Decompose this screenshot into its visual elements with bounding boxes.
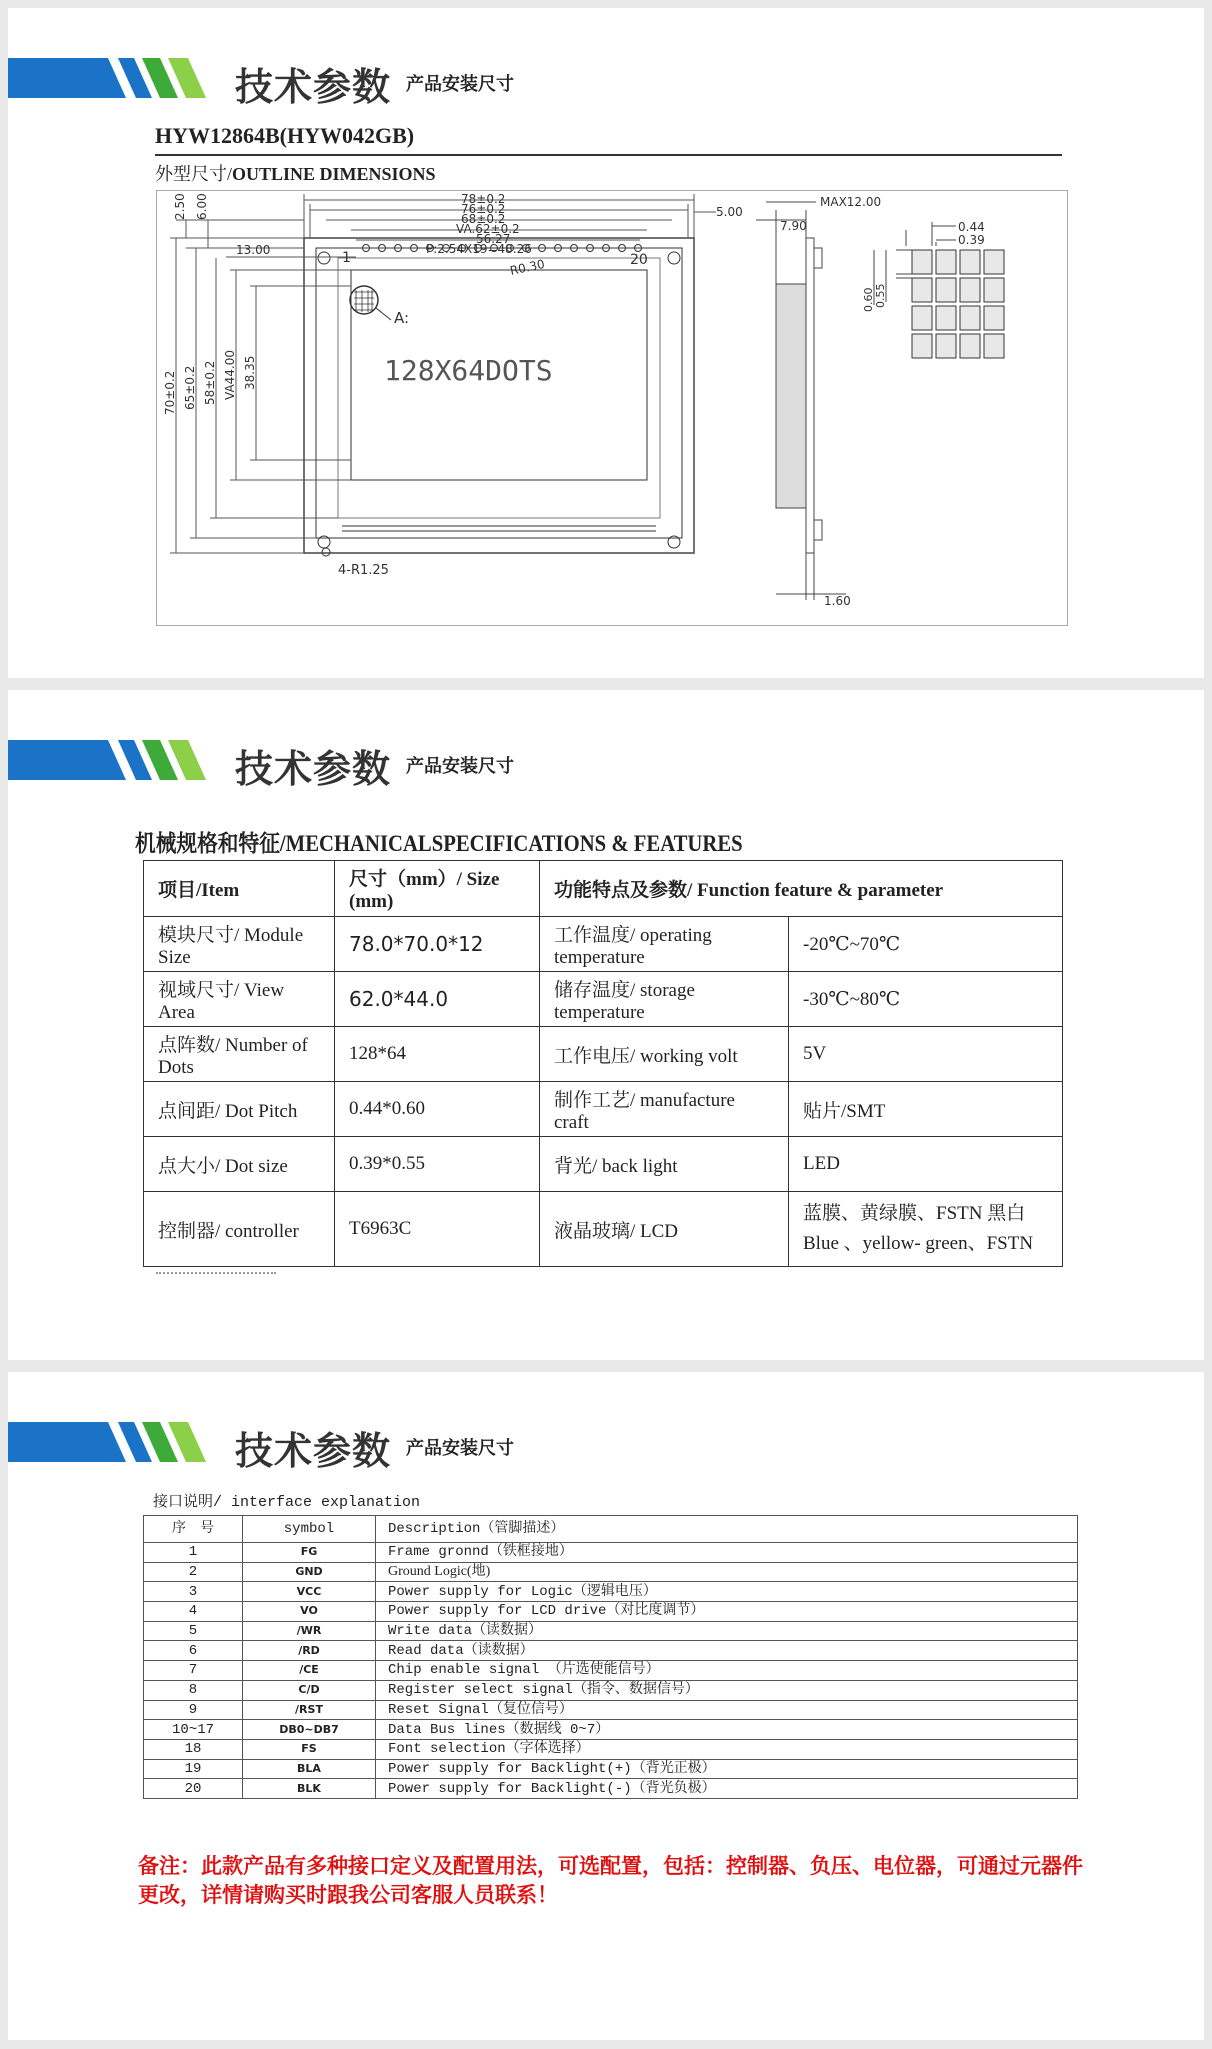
cell: 19 xyxy=(144,1759,243,1779)
interface-panel xyxy=(8,1372,1204,2040)
dim-250: 2.50 xyxy=(173,193,187,220)
cell: 模块尺寸/ Module Size xyxy=(144,917,335,972)
cell: 点大小/ Dot size xyxy=(144,1137,335,1192)
interface-table xyxy=(143,1515,1078,1799)
cell xyxy=(789,1192,1063,1267)
table-row xyxy=(144,1602,1078,1622)
cell: 4 xyxy=(144,1602,243,1622)
section-title: 技术参数 xyxy=(235,65,392,109)
pin-1-label: 1 xyxy=(342,250,351,266)
dim-055: 0.55 xyxy=(874,283,887,308)
cell: /WR xyxy=(243,1621,376,1641)
table-row xyxy=(144,1680,1078,1700)
table-row xyxy=(144,1082,1063,1137)
section-header xyxy=(8,730,1204,790)
frame-inner xyxy=(316,248,682,538)
table-row xyxy=(144,1759,1078,1779)
section-subtitle: 产品安装尺寸 xyxy=(406,1438,514,1459)
cell: /CE xyxy=(243,1661,376,1681)
cell: 0.44*0.60 xyxy=(335,1082,540,1137)
dim-78: 78±0.2 xyxy=(461,192,506,206)
cell: Power supply for Backlight(+)（背光正极） xyxy=(376,1759,1078,1779)
table-row xyxy=(144,917,1063,972)
cell: -20℃~70℃ xyxy=(789,917,1063,972)
section-subtitle: 产品安装尺寸 xyxy=(406,756,514,777)
module-outline xyxy=(304,238,694,553)
dim-600: 6.00 xyxy=(195,193,209,220)
divider xyxy=(156,1272,276,1280)
dots-label: 128X64DOTS xyxy=(384,354,553,387)
header-item: 项目/Item xyxy=(144,861,335,917)
cell: 128*64 xyxy=(335,1027,540,1082)
header-symbol: symbol xyxy=(243,1516,376,1543)
dim-65: 65±0.2 xyxy=(183,365,197,410)
dim-044: 0.44 xyxy=(958,220,985,234)
dim-va62: VA.62±0.2 xyxy=(456,222,520,236)
interface-caption: 接口说明/ interface explanation xyxy=(153,1494,421,1511)
dim-68: 68±0.2 xyxy=(461,212,506,226)
cell: Chip enable signal （片选使能信号） xyxy=(376,1661,1078,1681)
table-row xyxy=(144,1192,1063,1267)
table-header-row xyxy=(144,861,1063,917)
table-row xyxy=(144,1739,1078,1759)
cell: 工作温度/ operating temperature xyxy=(540,917,789,972)
cell: 5 xyxy=(144,1621,243,1641)
cell: 6 xyxy=(144,1641,243,1661)
dim-r030: R0.30 xyxy=(508,256,546,278)
dim-060: 0.60 xyxy=(862,287,875,312)
cell: -30℃~80℃ xyxy=(789,972,1063,1027)
table-row xyxy=(144,1543,1078,1563)
cell: Power supply for LCD drive（对比度调节） xyxy=(376,1602,1078,1622)
cell: Reset Signal（复位信号） xyxy=(376,1700,1078,1720)
table-row xyxy=(144,1779,1078,1799)
header-function: 功能特点及参数/ Function feature & parameter xyxy=(540,861,1063,917)
cell: 点间距/ Dot Pitch xyxy=(144,1082,335,1137)
cell: 5V xyxy=(789,1027,1063,1082)
dim-1300: 13.00 xyxy=(236,243,271,257)
lcd-type-en: Blue 、yellow- green、FSTN xyxy=(803,1233,1034,1254)
dim-039: 0.39 xyxy=(958,233,985,247)
cell: GND xyxy=(243,1562,376,1582)
dim-76: 76±0.2 xyxy=(461,202,506,216)
cell: 78.0*70.0*12 xyxy=(335,917,540,972)
cell: VO xyxy=(243,1602,376,1622)
cell: Data Bus lines（数据线 0~7） xyxy=(376,1720,1078,1740)
dim-3835: 38.35 xyxy=(243,355,257,390)
cell: DB0~DB7 xyxy=(243,1720,376,1740)
cell: 工作电压/ working volt xyxy=(540,1027,789,1082)
cell: FG xyxy=(243,1543,376,1563)
dim-pitch: P:2.54X19=48.26 xyxy=(426,242,532,256)
section-subtitle: 产品安装尺寸 xyxy=(406,74,514,95)
cell: 视域尺寸/ View Area xyxy=(144,972,335,1027)
cell: FS xyxy=(243,1739,376,1759)
cell: 点阵数/ Number of Dots xyxy=(144,1027,335,1082)
cell: /RD xyxy=(243,1641,376,1661)
cell: 7 xyxy=(144,1661,243,1681)
mechanical-panel xyxy=(8,690,1204,1360)
table-row xyxy=(144,1720,1078,1740)
dim-500: 5.00 xyxy=(716,205,743,219)
detail-a-label: A: xyxy=(394,309,410,327)
cell: 背光/ back light xyxy=(540,1137,789,1192)
table-row xyxy=(144,1621,1078,1641)
header-size: 尺寸（mm）/ Size (mm) xyxy=(335,861,540,917)
stripe-logo-icon xyxy=(8,1422,223,1462)
cell: Register select signal（指令、数据信号） xyxy=(376,1680,1078,1700)
cell: 20 xyxy=(144,1779,243,1799)
outline-caption-en: OUTLINE DIMENSIONS xyxy=(232,164,436,184)
configuration-note: 备注：此款产品有多种接口定义及配置用法，可选配置，包括：控制器、负压、电位器，可通过元器件更改，详情请购买时跟我公司客服人员联系！ xyxy=(138,1854,1083,1907)
divider xyxy=(155,154,1062,156)
cell: 62.0*44.0 xyxy=(335,972,540,1027)
table-row xyxy=(144,1562,1078,1582)
pin-20-label: 20 xyxy=(630,252,648,268)
cell: VCC xyxy=(243,1582,376,1602)
section-header xyxy=(8,48,1204,108)
section-title: 技术参数 xyxy=(235,1429,392,1473)
cell: 3 xyxy=(144,1582,243,1602)
cell: 9 xyxy=(144,1700,243,1720)
cell: /RST xyxy=(243,1700,376,1720)
header-description: Description（管脚描述） xyxy=(376,1516,1078,1543)
dim-5627: 56.27 xyxy=(476,232,511,246)
cell: 2 xyxy=(144,1562,243,1582)
table-row xyxy=(144,1661,1078,1681)
stripe-logo-icon xyxy=(8,740,223,780)
dim-hole: 4-R1.25 xyxy=(338,563,389,578)
table-row xyxy=(144,1137,1063,1192)
cell: Power supply for Backlight(-)（背光负极） xyxy=(376,1779,1078,1799)
table-row xyxy=(144,1582,1078,1602)
mechanical-table xyxy=(143,860,1063,1267)
cell: Font selection（字体选择） xyxy=(376,1739,1078,1759)
cell: 制作工艺/ manufacture craft xyxy=(540,1082,789,1137)
table-header-row xyxy=(144,1516,1078,1543)
cell: 1 xyxy=(144,1543,243,1563)
cell: Read data（读数据） xyxy=(376,1641,1078,1661)
cell: Write data（读数据） xyxy=(376,1621,1078,1641)
cell: Power supply for Logic（逻辑电压） xyxy=(376,1582,1078,1602)
cell: 液晶玻璃/ LCD xyxy=(540,1192,789,1267)
section-header xyxy=(8,1412,1204,1472)
cell: BLA xyxy=(243,1759,376,1779)
cell: 10~17 xyxy=(144,1720,243,1740)
dim-70: 70±0.2 xyxy=(163,370,177,415)
cell: 储存温度/ storage temperature xyxy=(540,972,789,1027)
table-row xyxy=(144,1027,1063,1082)
outline-caption xyxy=(155,160,436,186)
stripe-logo-icon xyxy=(8,58,223,98)
cell: C/D xyxy=(243,1680,376,1700)
cell: T6963C xyxy=(335,1192,540,1267)
mechanical-caption: 机械规格和特征/MECHANICALSPECIFICATIONS & FEATURES xyxy=(135,831,743,856)
outline-panel xyxy=(8,8,1204,678)
cell: Ground Logic(地) xyxy=(376,1562,1078,1582)
cell: 8 xyxy=(144,1680,243,1700)
dim-max12: MAX12.00 xyxy=(820,195,882,209)
cell: Frame gronnd（铁框接地） xyxy=(376,1543,1078,1563)
cell: BLK xyxy=(243,1779,376,1799)
dim-160: 1.60 xyxy=(824,594,851,608)
cell: 0.39*0.55 xyxy=(335,1137,540,1192)
dim-58: 58±0.2 xyxy=(203,360,217,405)
dot-matrix-detail xyxy=(912,250,1004,358)
outline-drawing xyxy=(156,190,1068,626)
cell: 控制器/ controller xyxy=(144,1192,335,1267)
dim-790: 7.90 xyxy=(780,219,807,233)
cell: 贴片/SMT xyxy=(789,1082,1063,1137)
dim-va44: VA44.00 xyxy=(223,349,237,400)
table-row xyxy=(144,972,1063,1027)
cell: LED xyxy=(789,1137,1063,1192)
outline-caption-cn: 外型尺寸/ xyxy=(155,164,233,184)
cell: 18 xyxy=(144,1739,243,1759)
header-index: 序 号 xyxy=(144,1516,243,1543)
model-number: HYW12864B(HYW042GB) xyxy=(155,123,415,148)
lcd-type-cn: 蓝膜、黄绿膜、FSTN 黑白 xyxy=(803,1203,1026,1224)
section-title: 技术参数 xyxy=(235,747,392,791)
table-row xyxy=(144,1641,1078,1661)
table-row xyxy=(144,1700,1078,1720)
